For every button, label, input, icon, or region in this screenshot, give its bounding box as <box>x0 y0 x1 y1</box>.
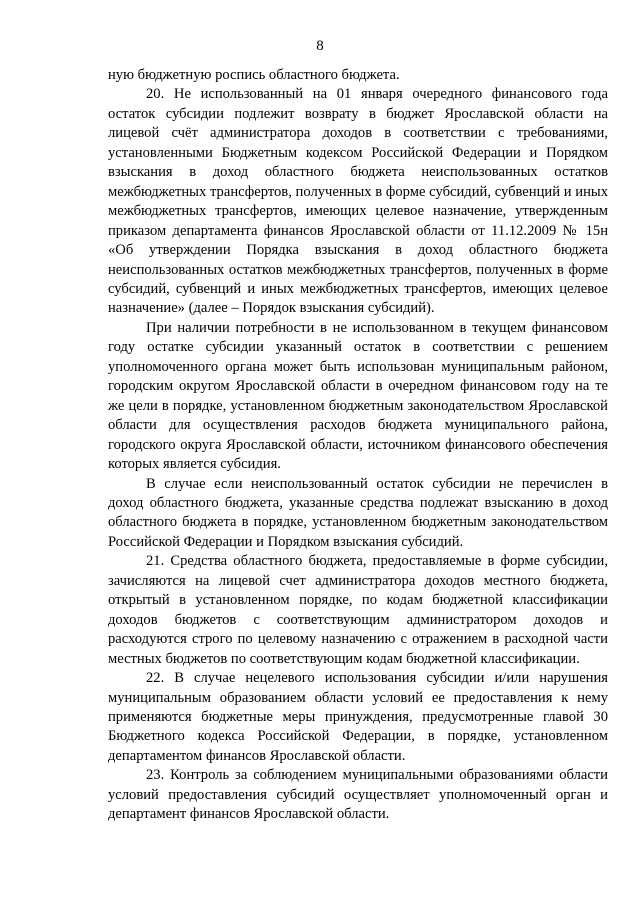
page-number: 8 <box>316 38 324 54</box>
paragraph-item-21: 21. Средства областного бюджета, предоставляемые в форме субсидии, зачисляются на лицевой счет администратора доходов местного бюджета, открытый в установленном порядке, по кодам бюджетной классификации доходов бюджетов с соответствующим администратором доходов и расходуются строго по целевому назначению с отражением в расходной части местных бюджетов по соответствующим кодам бюджетной классификации. <box>108 553 608 667</box>
document-body <box>108 66 608 825</box>
paragraph-continuation: ную бюджетную роспись областного бюджета. <box>108 67 400 83</box>
paragraph-recovery: В случае если неиспользованный остаток субсидии не перечислен в доход областного бюджета, указанные средства подлежат взысканию в доход областного бюджета в порядке, установленном бюджетным законодательством Российской Федерации и Порядком взыскания субсидий. <box>108 475 608 550</box>
paragraph-item-23: 23. Контроль за соблюдением муниципальными образованиями области условий предоставления субсидий осуществляет уполномоченный орган и департамент финансов Ярославской области. <box>108 767 608 823</box>
paragraph-unused-balance: При наличии потребности в не использованном в текущем финансовом году остатке субсидии указанный остаток в соответствии с решением уполномоченного органа может быть использован муниципальным районом, городским округом Ярославской области в очередном финансовом году на те же цели в порядке, установленном бюджетным законодательством Ярославской области для осуществления расходов бюджета муниципального района, городского округа Ярославской области, источником финансового обеспечения которых является субсидия. <box>108 319 608 473</box>
paragraph-item-20: 20. Не использованный на 01 января очередного финансового года остаток субсидии подлежит возврату в бюджет Ярославской области на лицевой счёт администратора доходов в соответствии с требованиями, установленными Бюджетным кодексом Российской Федерации и Порядком взыскания в доход областного бюджета неиспользованных остатков межбюджетных трансфертов, полученных в форме субсидий, субвенций и иных межбюджетных трансфертов, имеющих целевое назначение, утвержденным приказом департамента финансов Ярославской области от 11.12.2009 № 15н «Об утверждении Порядка взыскания в доход областного бюджета неиспользованных остатков межбюджетных трансфертов, полученных в форме субсидий, субвенций и иных межбюджетных трансфертов, имеющих целевое назначение» (далее – Порядок взыскания субсидий). <box>108 86 608 317</box>
paragraph-item-22: 22. В случае нецелевого использования субсидии и/или нарушения муниципальным образованием области условий ее предоставления к нему применяются бюджетные меры принуждения, предусмотренные главой 30 Бюджетного кодекса Российской Федерации, в порядке, установленном департаментом финансов Ярославской области. <box>108 670 608 764</box>
